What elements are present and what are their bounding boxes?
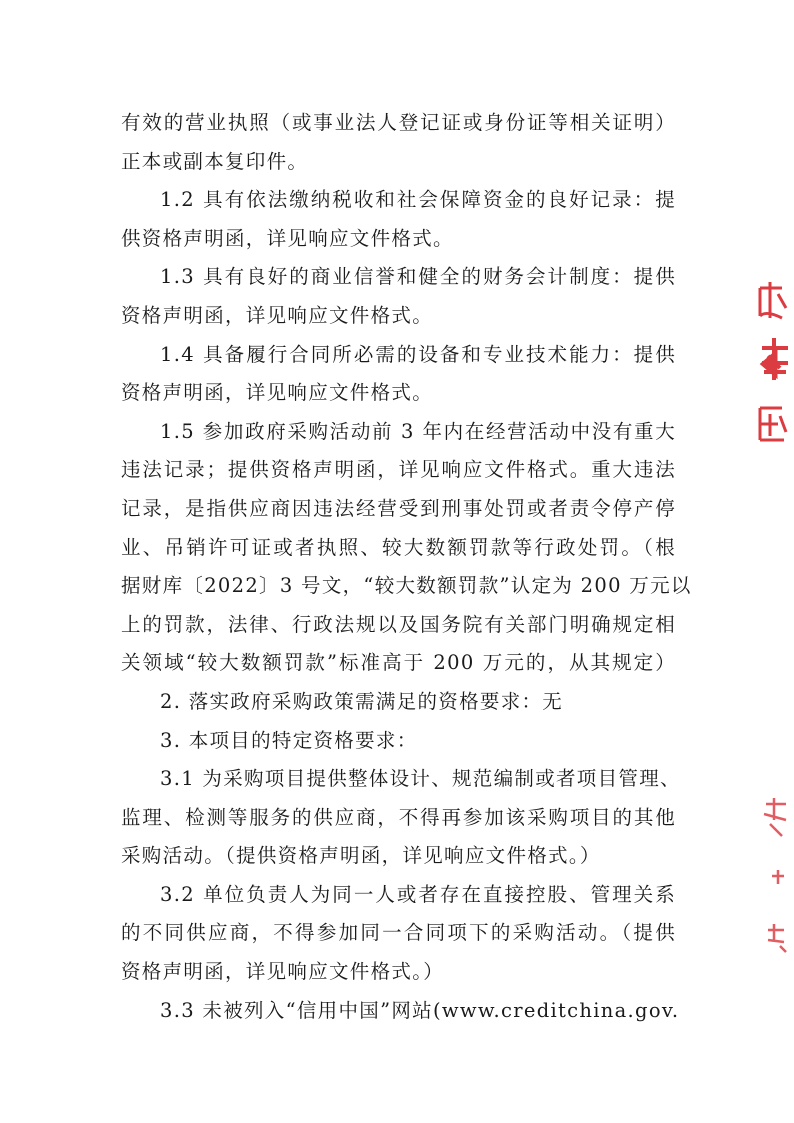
text-line: 3. 本项目的特定资格要求： [160, 728, 418, 752]
paragraph-1-5 [121, 413, 692, 683]
paragraph-1-3 [121, 258, 676, 335]
text-line: 上的罚款，法律、行政法规以及国务院有关部门明确规定相 [121, 612, 676, 636]
text-line: 1.4 具备履行合同所必需的设备和专业技术能力：提供 [160, 342, 676, 366]
seal-stamp-icon [752, 268, 794, 458]
text-line: 1.2 具有依法缴纳税收和社会保障资金的良好记录：提 [160, 188, 676, 212]
text-line: 记录，是指供应商因违法经营受到刑事处罚或者责令停产停 [121, 496, 676, 520]
text-line: 资格声明函，详见响应文件格式。 [121, 381, 434, 405]
text-line: 资格声明函，详见响应文件格式。） [121, 960, 445, 984]
paragraph-3-2 [121, 876, 676, 992]
seal-stamp-icon [752, 780, 794, 970]
text-line: 3.3 未被列入“信用中国”网站(www.creditchina.gov. [160, 998, 680, 1022]
seal-stamp-bottom [752, 780, 794, 970]
paragraph-1-2 [121, 181, 676, 258]
text-line: 2. 落实政府采购政策需满足的资格要求：无 [160, 689, 564, 713]
text-line: 采购活动。（提供资格声明函，详见响应文件格式。） [121, 844, 601, 868]
seal-stamp-top [752, 268, 794, 458]
text-line: 业、吊销许可证或者执照、较大数额罚款等行政处罚。（根 [121, 535, 676, 559]
paragraph-3-3 [121, 992, 680, 1031]
text-line: 资格声明函，详见响应文件格式。 [121, 303, 434, 327]
text-line: 有效的营业执照（或事业法人登记证或身份证等相关证明） [121, 111, 676, 134]
text-line: 监理、检测等服务的供应商，不得再参加该采购项目的其他 [121, 805, 676, 829]
paragraph-1-4 [121, 336, 676, 413]
text-line: 1.5 参加政府采购活动前 3 年内在经营活动中没有重大 [160, 419, 676, 443]
text-line: 1.3 具有良好的商业信誉和健全的财务会计制度：提供 [160, 265, 676, 289]
paragraph-3-1 [121, 760, 681, 876]
text-line: 违法记录；提供资格声明函，详见响应文件格式。重大违法 [121, 458, 676, 482]
text-line: 3.1 为采购项目提供整体设计、规范编制或者项目管理、 [160, 767, 681, 791]
paragraph-1 [121, 104, 676, 181]
paragraph-2 [121, 683, 676, 722]
text-line: 正本或副本复印件。 [121, 149, 309, 173]
text-line: 3.2 单位负责人为同一人或者存在直接控股、管理关系 [160, 882, 676, 906]
paragraph-3 [121, 722, 676, 761]
text-line: 供资格声明函，详见响应文件格式。 [121, 226, 454, 250]
document-body [121, 104, 692, 1030]
text-line: 关领域“较大数额罚款”标准高于 200 万元的，从其规定） [121, 651, 676, 675]
text-line: 的不同供应商，不得参加同一合同项下的采购活动。（提供 [121, 921, 676, 945]
text-line: 据财库〔2022〕3 号文，“较大数额罚款”认定为 200 万元以 [121, 574, 692, 598]
